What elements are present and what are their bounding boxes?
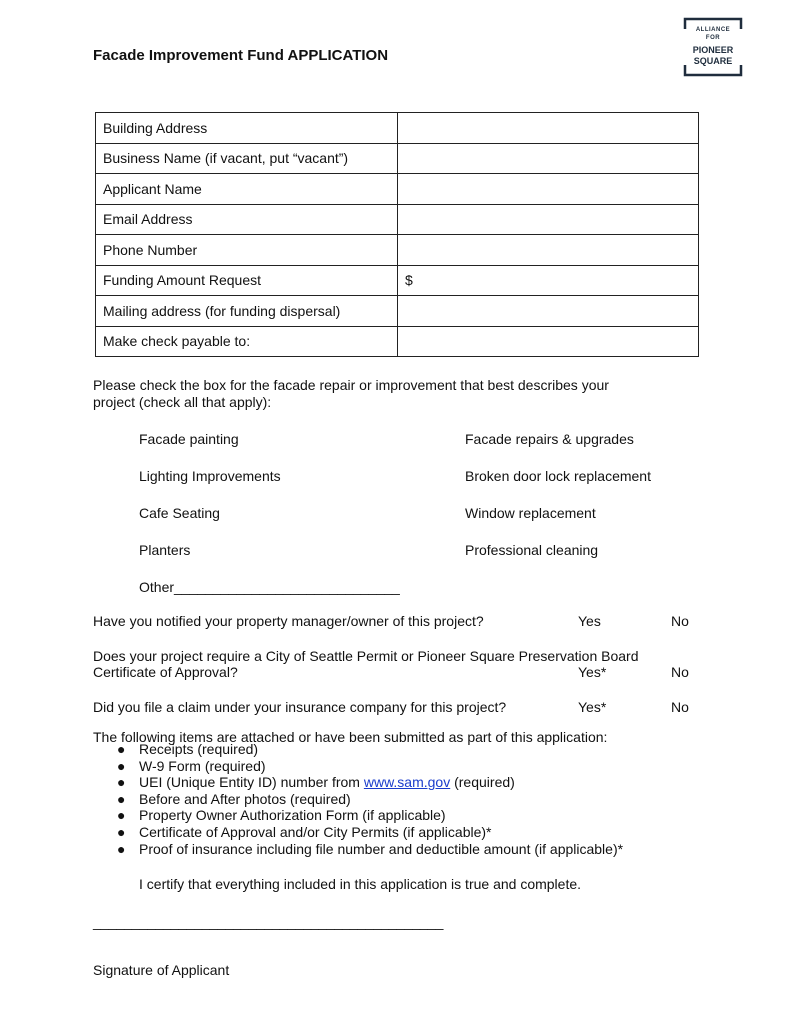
funding-amount-field[interactable]: $ (398, 265, 699, 296)
q3-yes-option[interactable]: Yes* (578, 699, 607, 715)
list-item (93, 841, 623, 858)
page-title: Facade Improvement Fund APPLICATION (93, 47, 389, 64)
q2-yes-option[interactable]: Yes* (578, 664, 607, 680)
attachments-intro: The following items are attached or have been submitted as part of this application: (93, 729, 608, 745)
logo-line-3: PIONEER (692, 45, 734, 55)
list-item (93, 791, 623, 808)
email-field[interactable] (398, 204, 699, 235)
logo-line-4: SQUARE (693, 56, 733, 66)
signature-line[interactable]: _____________________________________________ (93, 914, 444, 930)
attachments-list (93, 741, 623, 857)
logo-line-1: ALLIANCE (695, 27, 731, 33)
field-label: Building Address (96, 113, 398, 144)
q2-no-option[interactable]: No (671, 664, 689, 680)
attachment-owner-auth: Property Owner Authorization Form (if applicable) (139, 807, 446, 824)
q3-no-option[interactable]: No (671, 699, 689, 715)
applicant-info-table (95, 112, 699, 357)
alliance-logo (683, 17, 743, 77)
bullet-icon: ● (117, 840, 126, 857)
question-permit-line-2: Certificate of Approval? (93, 664, 238, 680)
bullet-icon: ● (117, 757, 126, 774)
table-row (96, 296, 699, 327)
instructions-line-1: Please check the box for the facade repair or improvement that best describes your (93, 377, 609, 393)
bullet-icon: ● (117, 807, 126, 824)
question-insurance: Did you file a claim under your insurance company for this project? (93, 699, 507, 715)
table-row (96, 235, 699, 266)
bullet-icon: ● (117, 823, 126, 840)
field-label: Make check payable to: (96, 326, 398, 357)
q1-no-option[interactable]: No (671, 613, 689, 629)
table-row (96, 174, 699, 205)
applicant-name-field[interactable] (398, 174, 699, 205)
list-item (93, 824, 623, 841)
q1-yes-option[interactable]: Yes (578, 613, 601, 629)
bullet-icon: ● (117, 774, 126, 791)
attachment-insurance: Proof of insurance including file number and deductible amount (if applicable)* (139, 840, 624, 857)
table-row (96, 113, 699, 144)
field-label: Email Address (96, 204, 398, 235)
sam-gov-link[interactable]: www.sam.gov (363, 774, 451, 791)
table-row (96, 204, 699, 235)
field-label: Applicant Name (96, 174, 398, 205)
question-permit-line-1: Does your project require a City of Seattle Permit or Pioneer Square Preservation Board (93, 648, 639, 664)
business-name-field[interactable] (398, 143, 699, 174)
attachment-certificate: Certificate of Approval and/or City Permits (if applicable)* (139, 823, 492, 840)
option-lighting[interactable]: Lighting Improvements (139, 468, 281, 484)
phone-field[interactable] (398, 235, 699, 266)
bullet-icon: ● (117, 741, 126, 757)
bullet-icon: ● (117, 790, 126, 807)
option-facade-painting[interactable]: Facade painting (139, 431, 239, 447)
table-row (96, 143, 699, 174)
mailing-address-field[interactable] (398, 296, 699, 327)
option-window-replacement[interactable]: Window replacement (465, 505, 596, 521)
option-cafe-seating[interactable]: Cafe Seating (139, 505, 220, 521)
list-item (93, 741, 623, 758)
option-door-lock[interactable]: Broken door lock replacement (465, 468, 651, 484)
signature-label: Signature of Applicant (93, 962, 230, 978)
table-row (96, 265, 699, 296)
attachment-uei-text: UEI (Unique Entity ID) number from (139, 774, 364, 791)
attachment-receipts: Receipts (required) (139, 741, 259, 757)
table-row (96, 326, 699, 357)
field-label: Phone Number (96, 235, 398, 266)
question-property-manager: Have you notified your property manager/owner of this project? (93, 613, 484, 629)
logo-line-2: FOR (705, 35, 721, 41)
instructions-line-2: project (check all that apply): (93, 394, 272, 410)
list-item (93, 807, 623, 824)
building-address-field[interactable] (398, 113, 699, 144)
option-planters[interactable]: Planters (139, 542, 191, 558)
option-other[interactable]: Other_____________________________ (139, 579, 400, 595)
list-item (93, 758, 623, 775)
attachment-w9: W-9 Form (required) (139, 757, 266, 774)
check-payable-field[interactable] (398, 326, 699, 357)
attachment-uei-suffix: (required) (450, 774, 515, 791)
field-label: Business Name (if vacant, put “vacant”) (96, 143, 398, 174)
field-label: Funding Amount Request (96, 265, 398, 296)
field-label: Mailing address (for funding dispersal) (96, 296, 398, 327)
option-facade-repairs[interactable]: Facade repairs & upgrades (465, 431, 634, 447)
option-professional-cleaning[interactable]: Professional cleaning (465, 542, 599, 558)
certification-statement: I certify that everything included in this application is true and complete. (139, 876, 582, 892)
list-item (93, 774, 623, 791)
attachment-photos: Before and After photos (required) (139, 790, 351, 807)
